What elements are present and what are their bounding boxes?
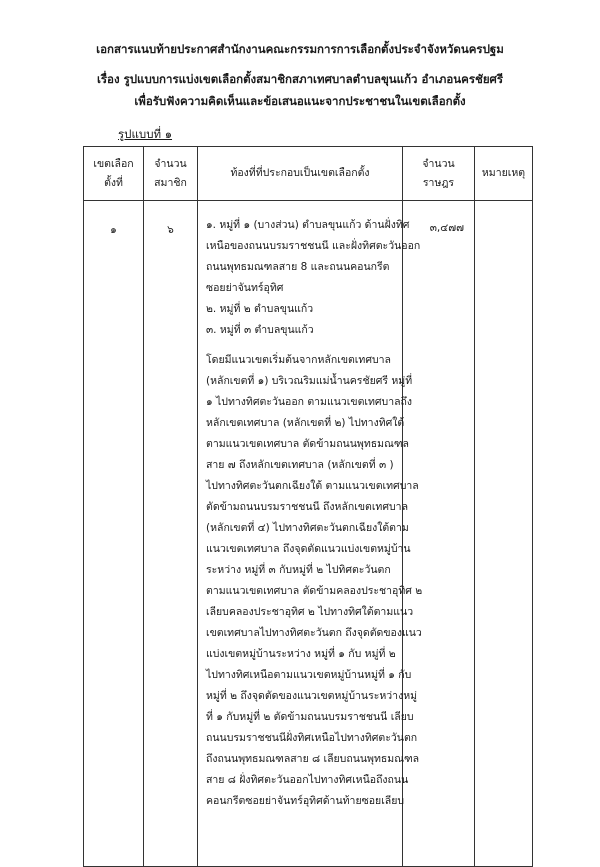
area-text-line: ถึงถนนพุทธมณฑลสาย ๘ เลียบถนนพุทธมณฑล <box>206 753 420 765</box>
area-text-line: เหนือของถนนบรมราชชนนี และฝั่งทิศตะวันออก <box>206 240 421 252</box>
area-description <box>198 201 423 867</box>
area-text-line: ๑ ไปทางทิศตะวันออก ตามแนวเขตเทศบาลถึง <box>206 396 413 408</box>
area-text-line: สาย ๗ ถึงหลักเขตเทศบาล (หลักเขตที่ ๓ ) <box>206 459 394 471</box>
header-members: จำนวนสมาชิก <box>144 147 198 201</box>
area-text-line: แบ่งเขตหมู่บ้านระหว่าง หมู่ที่ ๑ กับ หมู่ที่ ๒ <box>206 648 396 660</box>
table-header-row <box>84 147 533 201</box>
area-text-line: ๒. หมู่ที่ ๒ ตำบลขุนแก้ว <box>206 303 314 315</box>
area-text-line: (หลักเขตที่ ๔) ไปทางทิศตะวันตกเฉียงใต้ตาม <box>206 522 409 534</box>
member-count: ๖ <box>144 201 198 867</box>
zone-number: ๑ <box>84 201 144 867</box>
area-text-line: ไปทางทิศตะวันตกเฉียงใต้ ตามแนวเขตเทศบาล <box>206 480 419 492</box>
area-text-line: หลักเขตเทศบาล (หลักเขตที่ ๒) ไปทางทิศใต้ <box>206 417 405 429</box>
area-text-line: คอนกรีตซอยย่าจันทร์อุทิศด้านท้ายซอยเลียบ <box>206 795 405 807</box>
area-text-line: ถนนบรมราชชนนีฝั่งทิศเหนือไปทางทิศตะวันตก <box>206 732 418 744</box>
table-row <box>84 201 533 867</box>
population-count: ๓,๔๗๗ <box>403 201 475 867</box>
area-text-line: ๑. หมู่ที่ ๑ (บางส่วน) ตำบลขุนแก้ว ด้านฝั่งทิศ <box>206 219 410 231</box>
area-text-line: ๓. หมู่ที่ ๓ ตำบลขุนแก้ว <box>206 324 314 336</box>
document-title: เอกสารแนบท้ายประกาศสำนักงานคณะกรรมการการเลือกตั้งประจำจังหวัดนครปฐม <box>96 42 504 56</box>
area-text-line: ตามแนวเขตเทศบาล ตัดข้ามถนนพุทธมณฑล <box>206 438 409 450</box>
area-text-line: เลียบคลองประชาอุทิศ ๒ ไปทางทิศใต้ตามแนว <box>206 606 414 618</box>
header-zone: เขตเลือกตั้งที่ <box>84 147 144 201</box>
area-text-line: ตัดข้ามถนนบรมราชชนนี ถึงหลักเขตเทศบาล <box>206 501 409 513</box>
area-text-line: โดยมีแนวเขตเริ่มต้นจากหลักเขตเทศบาล <box>206 354 391 366</box>
area-text-line: ซอยย่าจันทร์อุทิศ <box>206 282 284 294</box>
area-text-line: ตามแนวเขตเทศบาล ตัดข้ามคลองประชาอุทิศ ๒ <box>206 585 423 597</box>
area-text-line: สาย ๘ ฝั่งทิศตะวันออกไปทางทิศเหนือถึงถนน <box>206 774 409 786</box>
area-text-line: (หลักเขตที่ ๑) บริเวณริมแม่น้ำนครชัยศรี หมู่ที่ <box>206 375 413 387</box>
area-boundary <box>206 350 423 812</box>
area-text-line: ไปทางทิศเหนือตามแนวเขตหมู่บ้านหมู่ที่ ๑ กับ <box>206 669 412 681</box>
header-area: ท้องที่ที่ประกอบเป็นเขตเลือกตั้ง <box>198 147 403 201</box>
form-label: รูปแบบที่ ๑ <box>118 127 173 141</box>
document-purpose: เพื่อรับฟังความคิดเห็นและข้อเสนอแนะจากประชาชนในเขตเลือกตั้ง <box>134 94 466 108</box>
electoral-zones-table <box>83 146 533 867</box>
area-intro <box>206 215 421 341</box>
header-population: จำนวนราษฎร <box>403 147 475 201</box>
header-remarks: หมายเหตุ <box>475 147 533 201</box>
remarks-cell <box>475 201 533 867</box>
area-text-line: ระหว่าง หมู่ที่ ๓ กับหมู่ที่ ๒ ไปทิศตะวันตก <box>206 564 391 576</box>
area-text-line: ที่ ๑ กับหมู่ที่ ๒ ตัดข้ามถนนบรมราชชนนี เลียบ <box>206 711 414 723</box>
document-subject: เรื่อง รูปแบบการแบ่งเขตเลือกตั้งสมาชิกสภาเทศบาลตำบลขุนแก้ว อำเภอนครชัยศรี <box>96 72 504 86</box>
area-text-line: หมู่ที่ ๒ ถึงจุดตัดของแนวเขตหมู่บ้านระหว่างหมู่ <box>206 690 418 702</box>
area-text-line: เขตเทศบาลไปทางทิศตะวันตก ถึงจุดตัดของแนว <box>206 627 422 639</box>
area-text-line: แนวเขตเทศบาล ถึงจุดตัดแนวแบ่งเขตหมู่บ้าน <box>206 543 411 555</box>
area-text-line: ถนนพุทธมณฑลสาย 8 และถนนคอนกรีต <box>206 261 390 273</box>
